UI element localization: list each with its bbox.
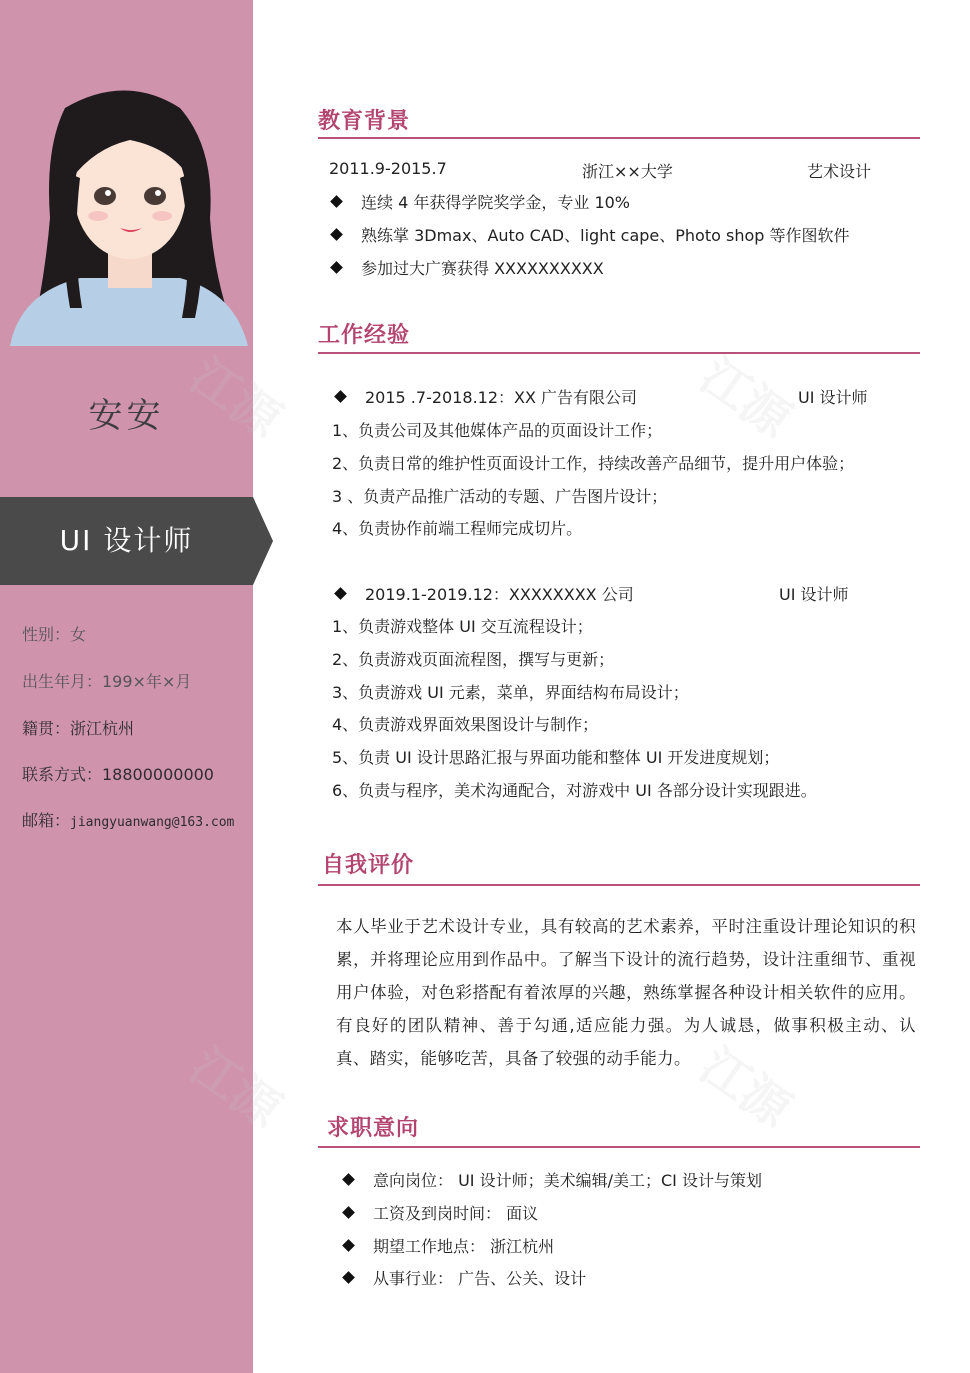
bullet-icon (342, 1206, 355, 1219)
job-duty: 2、负责游戏页面流程图，撰写与更新； (332, 650, 615, 669)
list-item: 期望工作地点： 浙江杭州 (344, 1234, 554, 1257)
job-duty: 4、负责游戏界面效果图设计与制作； (332, 715, 599, 734)
edu-period: 2011.9-2015.7 (329, 159, 447, 178)
list-item: 工资及到岗时间： 面议 (344, 1201, 538, 1224)
bullet-icon (342, 1271, 355, 1284)
job-title: UI 设计师 (59, 524, 194, 557)
title-band-arrow (253, 497, 273, 585)
job-duty: 1、负责游戏整体 UI 交互流程设计； (332, 617, 593, 636)
birth-date: 出生年月：199×年×月 (22, 672, 192, 691)
section-title-self-evaluation: 自我评价 (322, 853, 415, 878)
list-item: 连续 4 年获得学院奖学金，专业 10% (332, 190, 630, 213)
profile-name: 安安 (88, 396, 165, 436)
section-title-education: 教育背景 (318, 109, 411, 134)
email-row (22, 808, 234, 831)
bullet-icon (330, 195, 343, 208)
avatar-illustration (10, 78, 248, 346)
bullet-icon (334, 587, 347, 600)
bullet-icon (330, 228, 343, 241)
phone: 联系方式：18800000000 (22, 765, 214, 784)
job-header: 2019.1-2019.12：XXXXXXXX 公司 (336, 582, 634, 605)
job-role: UI 设计师 (798, 388, 868, 407)
list-item: 意向岗位： UI 设计师；美术编辑/美工；CI 设计与策划 (344, 1168, 762, 1191)
section-divider (318, 352, 920, 354)
job-duty: 6、负责与程序，美术沟通配合，对游戏中 UI 各部分设计实现跟进。 (332, 781, 817, 800)
job-role: UI 设计师 (779, 585, 849, 604)
self-evaluation-text: 本人毕业于艺术设计专业，具有较高的艺术素养，平时注重设计理论知识的积累，并将理论应用到作品中。了解当下设计的流行趋势，设计注重细节、重视用户体验，对色彩搭配有着浓厚的兴趣，熟练掌握各种设计相关软件的应用。有良好的团队精神、善于勾通,适应能力强。为人诚恳，做事积极主动、认真、踏实，能够吃苦，具备了较强的动手能力。 (336, 917, 916, 1068)
bullet-icon (342, 1173, 355, 1186)
job-duty: 4、负责协作前端工程师完成切片。 (332, 519, 583, 538)
section-divider (318, 884, 920, 886)
job-header: 2015 .7-2018.12：XX 广告有限公司 (336, 385, 637, 408)
job-duty: 2、负责日常的维护性页面设计工作，持续改善产品细节，提升用户体验； (332, 454, 855, 473)
job-duty: 1、负责公司及其他媒体产品的页面设计工作； (332, 421, 663, 440)
edu-major: 艺术设计 (807, 162, 872, 181)
avatar (10, 78, 248, 346)
bullet-icon (342, 1239, 355, 1252)
email-value[interactable]: jiangyuanwang@163.com (70, 815, 235, 830)
watermark: 江源 (690, 1037, 801, 1139)
hometown: 籍贯：浙江杭州 (22, 719, 135, 738)
section-divider (318, 1146, 920, 1148)
list-item: 从事行业： 广告、公关、设计 (344, 1266, 586, 1289)
job-duty: 5、负责 UI 设计思路汇报与界面功能和整体 UI 开发进度规划； (332, 748, 780, 767)
section-divider (318, 137, 920, 139)
gender: 性别：女 (22, 625, 87, 644)
watermark: 江源 (690, 347, 801, 449)
bullet-icon (334, 390, 347, 403)
section-title-intention: 求职意向 (327, 1116, 420, 1141)
email-label: 邮箱： (22, 811, 71, 830)
list-item: 参加过大广赛获得 XXXXXXXXXX (332, 256, 604, 279)
job-duty: 3 、负责产品推广活动的专题、广告图片设计； (332, 487, 668, 506)
job-duty: 3、负责游戏 UI 元素，菜单，界面结构布局设计； (332, 683, 689, 702)
section-title-experience: 工作经验 (318, 323, 411, 348)
edu-school: 浙江××大学 (582, 162, 673, 181)
list-item: 熟练掌 3Dmax、Auto CAD、light cape、Photo shop 等作图软件 (332, 223, 850, 246)
bullet-icon (330, 261, 343, 274)
